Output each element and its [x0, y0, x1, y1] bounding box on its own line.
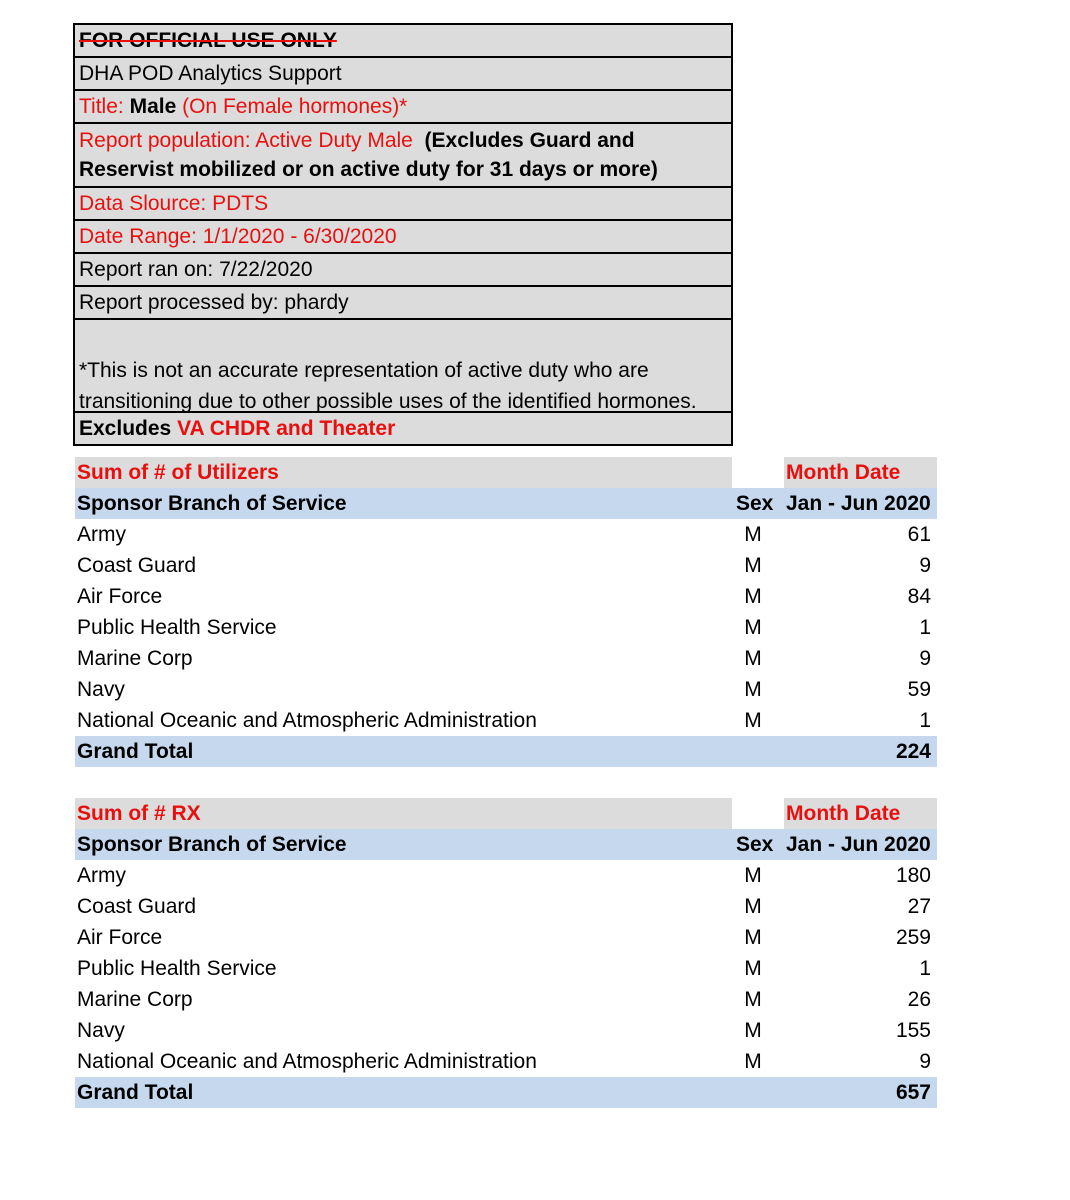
official-use-row [75, 25, 731, 58]
sex-cell: M [744, 554, 762, 577]
value-cell: 9 [919, 647, 931, 670]
branch-cell: Army [77, 523, 126, 546]
value-cell: 1 [919, 616, 931, 639]
data-source: Data Slource: PDTS [79, 192, 269, 215]
grand-total-label: Grand Total [77, 1081, 194, 1104]
branch-cell: Air Force [77, 585, 163, 608]
value-cell: 59 [907, 678, 931, 701]
processed-by: Report processed by: phardy [79, 291, 349, 314]
excludes-label: Excludes [79, 417, 172, 440]
table-row [75, 643, 937, 674]
grand-total-row [75, 1077, 937, 1108]
disclaimer-text: *This is not an accurate representation of active duty who are transitioning due to other possible uses of the identified hormones. [79, 359, 697, 413]
sex-cell: M [744, 678, 762, 701]
branch-cell: Navy [77, 1019, 125, 1042]
org-row [75, 58, 731, 91]
sex-cell: M [744, 523, 762, 546]
month-date-label: Month Date [786, 802, 901, 825]
excludes-row [75, 413, 731, 444]
population-note: (Excludes Guard and Reservist mobilized or on active duty for 31 days or more) [79, 129, 658, 181]
table-row [75, 1015, 937, 1046]
table-row [75, 953, 937, 984]
table-title-row [75, 457, 937, 488]
grand-total-value: 657 [895, 1081, 931, 1104]
processed-by-row [75, 287, 731, 320]
sex-cell: M [744, 585, 762, 608]
value-cell: 84 [907, 585, 931, 608]
title-row [75, 91, 731, 124]
sex-cell: M [744, 895, 762, 918]
table-row [75, 1046, 937, 1077]
month-date-label: Month Date [786, 461, 901, 484]
col-period-header: Jan - Jun 2020 [786, 492, 931, 515]
table-row [75, 922, 937, 953]
rx-table [75, 798, 937, 1108]
value-cell: 9 [919, 554, 931, 577]
branch-cell: Public Health Service [77, 616, 277, 639]
table-row [75, 612, 937, 643]
branch-cell: Navy [77, 678, 125, 701]
population-label: Report population: Active Duty Male [79, 129, 413, 152]
org-name: DHA POD Analytics Support [79, 62, 342, 85]
report-ran: Report ran on: 7/22/2020 [79, 258, 313, 281]
utilizers-table [75, 457, 937, 767]
table-row [75, 984, 937, 1015]
table-row [75, 860, 937, 891]
branch-cell: Marine Corp [77, 647, 193, 670]
grand-total-row [75, 736, 937, 767]
value-cell: 26 [907, 988, 931, 1011]
sex-cell: M [744, 988, 762, 1011]
sex-cell: M [744, 864, 762, 887]
branch-cell: National Oceanic and Atmospheric Administration [77, 709, 537, 732]
table-header-row [75, 488, 937, 519]
table-row [75, 519, 937, 550]
col-branch-header: Sponsor Branch of Service [77, 492, 347, 515]
branch-cell: Marine Corp [77, 988, 193, 1011]
sex-cell: M [744, 709, 762, 732]
grand-total-label: Grand Total [77, 740, 194, 763]
value-cell: 1 [919, 709, 931, 732]
col-period-header: Jan - Jun 2020 [786, 833, 931, 856]
data-source-row [75, 188, 731, 221]
branch-cell: Coast Guard [77, 895, 197, 918]
table-title-row [75, 798, 937, 829]
excludes-value: VA CHDR and Theater [177, 417, 396, 440]
branch-cell: Air Force [77, 926, 163, 949]
table-header-row [75, 829, 937, 860]
population-row [75, 124, 731, 188]
sex-cell: M [744, 1019, 762, 1042]
branch-cell: Public Health Service [77, 957, 277, 980]
sex-cell: M [744, 616, 762, 639]
col-sex-header: Sex [736, 492, 774, 515]
value-cell: 1 [919, 957, 931, 980]
value-cell: 9 [919, 1050, 931, 1073]
report-ran-row [75, 254, 731, 287]
sex-cell: M [744, 957, 762, 980]
table-row [75, 581, 937, 612]
col-sex-header: Sex [736, 833, 774, 856]
value-cell: 27 [907, 895, 931, 918]
table-row [75, 705, 937, 736]
sex-cell: M [744, 1050, 762, 1073]
table-title: Sum of # of Utilizers [77, 461, 279, 484]
branch-cell: Coast Guard [77, 554, 197, 577]
table-row [75, 891, 937, 922]
branch-cell: Army [77, 864, 126, 887]
table-title: Sum of # RX [77, 802, 201, 825]
table-row [75, 550, 937, 581]
title-value: Male [129, 95, 177, 118]
disclaimer-row [75, 320, 731, 413]
branch-cell: National Oceanic and Atmospheric Administration [77, 1050, 537, 1073]
title-label: Title: [79, 95, 124, 118]
date-range: Date Range: 1/1/2020 - 6/30/2020 [79, 225, 397, 248]
date-range-row [75, 221, 731, 254]
report-header-box [73, 23, 733, 446]
value-cell: 259 [895, 926, 931, 949]
value-cell: 180 [895, 864, 931, 887]
value-cell: 61 [907, 523, 931, 546]
sex-cell: M [744, 647, 762, 670]
col-branch-header: Sponsor Branch of Service [77, 833, 347, 856]
value-cell: 155 [895, 1019, 931, 1042]
official-use-label: FOR OFFICIAL USE ONLY [79, 29, 337, 52]
table-row [75, 674, 937, 705]
grand-total-value: 224 [895, 740, 931, 763]
sex-cell: M [744, 926, 762, 949]
title-note: (On Female hormones)* [182, 95, 408, 118]
